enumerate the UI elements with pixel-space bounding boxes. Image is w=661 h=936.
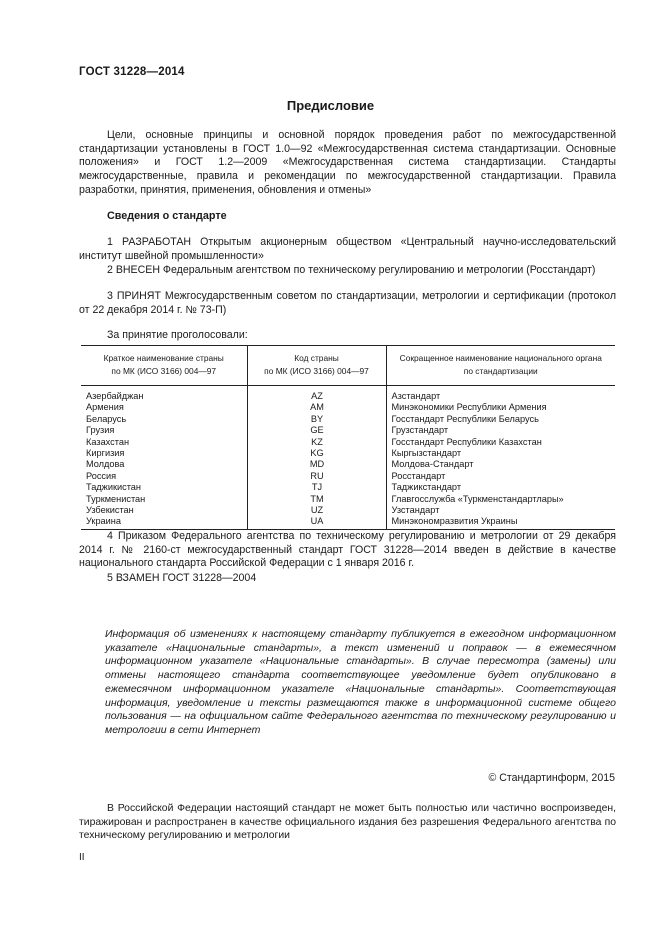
country-cell: Грузия — [86, 425, 115, 436]
page-title: Предисловие — [286, 98, 375, 113]
table-row — [81, 459, 615, 470]
standards-body-cell: Молдова-Стандарт — [386, 459, 615, 470]
item-developed: 1 РАЗРАБОТАН Открытым акционерным обществом «Центральный научно-исследовательский институт швейной промышленности» — [79, 236, 616, 262]
country-cell: Молдова — [86, 459, 125, 470]
country-code-cell: BY — [247, 414, 386, 425]
country-code-cell: UZ — [247, 505, 386, 516]
country-cell: Таджикистан — [86, 482, 141, 493]
table-row — [81, 437, 615, 448]
standards-body-cell: Минэкономразвития Украины — [386, 516, 615, 529]
standards-body-cell: Таджикстандарт — [386, 482, 615, 493]
table-row — [81, 425, 615, 436]
country-code-cell: KZ — [247, 437, 386, 448]
standards-body-cell: Азстандарт — [386, 386, 615, 403]
changes-info-notice: Информация об изменениях к настоящему стандарту публикуется в ежегодном информационном указателе «Национальные стандарты», а текст изменений и поправок — в ежемесячном информационном указателе «Национальные стандарты». В случае пересмотра (замены) или отмены настоящего стандарта соответствующее уведомление будет опубликовано в ежемесячном информационном указателе «Национальные стандарты». Соответствующая информация, уведомление и тексты размещаются также в информационной системе общего пользования — на официальном сайте Федерального агентства по техническому регулированию и метрологии в сети Интернет — [105, 628, 616, 736]
standards-body-cell: Госстандарт Республики Беларусь — [386, 414, 615, 425]
voted-label: За принятие проголосовали: — [107, 329, 248, 341]
country-cell: Беларусь — [86, 413, 127, 424]
item-replaces: 5 ВЗАМЕН ГОСТ 31228—2004 — [107, 572, 257, 584]
table-row — [81, 448, 615, 459]
column-header-country: Краткое наименование страны по МК (ИСО 3166) 004—97 — [81, 346, 247, 386]
standard-id-header: ГОСТ 31228—2014 — [79, 66, 185, 78]
item-enacted: 4 Приказом Федерального агентства по техническому регулированию и метрологии от 29 декабря 2014 г. № 2160-ст межгосударственный стандарт ГОСТ 31228—2014 введен в действие в качестве национального стандарта Российской Федерации с 1 января 2016 г. — [79, 530, 616, 570]
table-row — [81, 386, 615, 403]
country-code-cell: RU — [247, 471, 386, 482]
country-cell: Туркменистан — [86, 493, 146, 504]
country-code-cell: TM — [247, 494, 386, 505]
country-code-cell: MD — [247, 459, 386, 470]
table-row — [81, 505, 615, 516]
item-introduced: 2 ВНЕСЕН Федеральным агентством по техническому регулированию и метрологии (Росстандарт) — [107, 264, 596, 276]
country-cell: Украина — [81, 516, 247, 529]
voting-countries-table — [81, 345, 615, 530]
country-code-cell: AM — [247, 402, 386, 413]
country-code-cell: GE — [247, 425, 386, 436]
country-cell: Киргизия — [86, 448, 125, 459]
country-cell: Россия — [86, 470, 117, 481]
country-code-cell: TJ — [247, 482, 386, 493]
page-number: II — [79, 852, 85, 863]
intro-paragraph: Цели, основные принципы и основной порядок проведения работ по межгосударственной стандартизации установлены в ГОСТ 1.0—92 «Межгосударственная система стандартизации. Основные положения» и ГОСТ 1.2—2009 «Межгосударственная система стандартизации. Стандарты межгосударственные, правила и рекомендации по межгосударственной стандартизации. Правила разработки, принятия, применения, обновления и отмены» — [79, 129, 616, 196]
standards-body-cell: Грузстандарт — [386, 425, 615, 436]
country-cell: Узбекистан — [86, 505, 134, 516]
item-adopted: 3 ПРИНЯТ Межгосударственным советом по стандартизации, метрологии и сертификации (протокол от 22 декабря 2014 г. № 73-П) — [79, 290, 616, 316]
country-code-cell: KG — [247, 448, 386, 459]
copyright: © Стандартинформ, 2015 — [488, 772, 615, 784]
standards-body-cell: Узстандарт — [386, 505, 615, 516]
standards-body-cell: Росстандарт — [386, 471, 615, 482]
country-cell: Казахстан — [86, 436, 130, 447]
about-standard-heading: Сведения о стандарте — [107, 210, 227, 222]
table-row — [81, 516, 615, 529]
country-code-cell: AZ — [247, 386, 386, 403]
country-code-cell: UA — [247, 516, 386, 529]
column-header-body: Сокращенное наименование национального органа по стандартизации — [386, 346, 615, 386]
table-row — [81, 402, 615, 413]
table-header-row — [81, 346, 615, 386]
reproduction-notice: В Российской Федерации настоящий стандарт не может быть полностью или частично воспроизведен, тиражирован и распространен в качестве официального издания без разрешения Федерального агентства по техническому регулированию и метрологии — [79, 803, 616, 842]
standards-body-cell: Главгосслужба «Туркменстандартлары» — [386, 494, 615, 505]
standards-body-cell: Госстандарт Республики Казахстан — [386, 437, 615, 448]
country-cell: Армения — [86, 402, 124, 413]
table-row — [81, 482, 615, 493]
table-row — [81, 414, 615, 425]
country-cell: Азербайджан — [86, 391, 144, 401]
table-row — [81, 494, 615, 505]
standards-body-cell: Минэкономики Республики Армения — [386, 402, 615, 413]
standards-body-cell: Кыргызстандарт — [386, 448, 615, 459]
table-row — [81, 471, 615, 482]
column-header-code: Код страны по МК (ИСО 3166) 004—97 — [247, 346, 386, 386]
